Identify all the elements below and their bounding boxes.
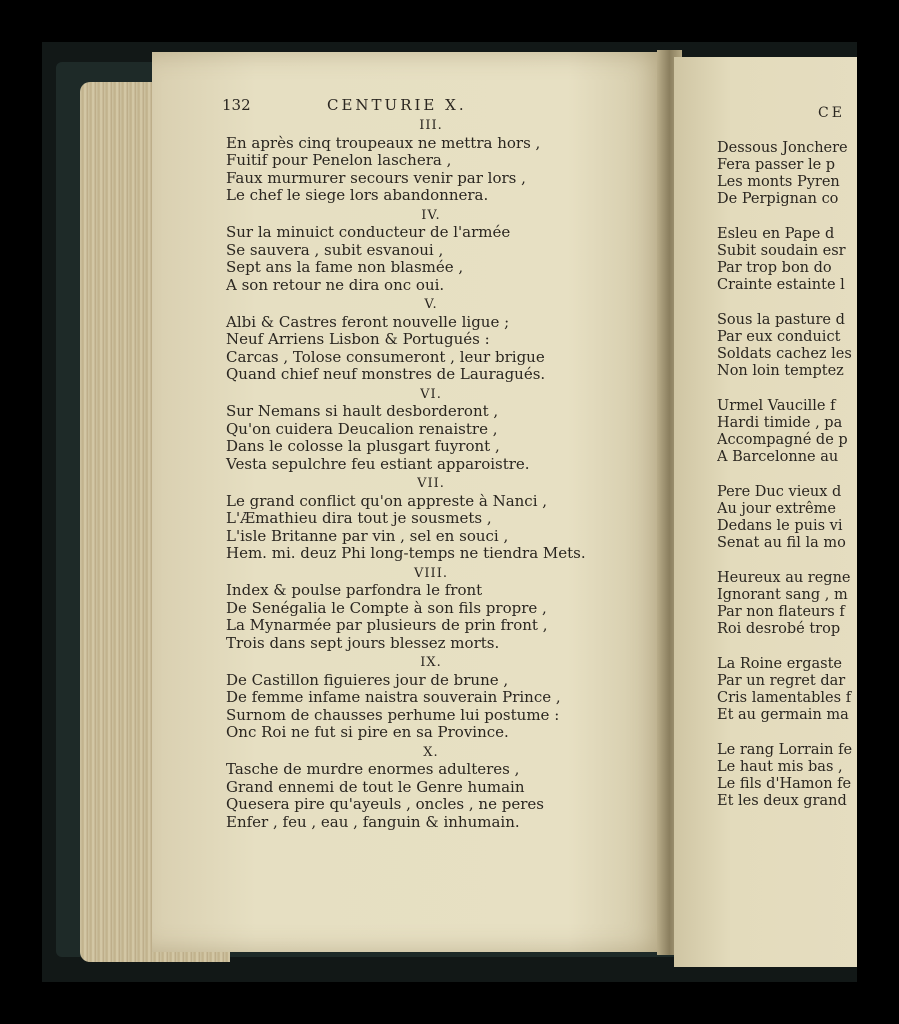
verse-line: Grand ennemi de tout le Genre humain — [226, 777, 525, 796]
verse-line: De Castillon figuieres jour de brune , — [226, 670, 509, 689]
verse-line: Sous la pasture d — [717, 312, 845, 328]
verse-line: Neuf Arriens Lisbon & Portugués : — [226, 330, 490, 348]
verse-line: Les monts Pyren — [717, 174, 840, 190]
verse-line: Quand chief neuf monstres de Lauragués. — [226, 365, 546, 383]
verse-line: La Mynarmée par plusieurs de prin front , — [226, 616, 548, 634]
quatrain-numeral: IV. — [421, 207, 441, 223]
quatrain-numeral: III. — [419, 118, 443, 133]
verse-line: Par trop bon do — [717, 260, 832, 276]
verse-line: Le rang Lorrain fe — [717, 742, 853, 758]
verse-line: Dans le colosse la plusgart fuyront , — [226, 437, 500, 455]
verse-line: Au jour extrême — [717, 501, 836, 517]
verse-line: A Barcelonne au — [717, 449, 839, 465]
verse-line: Senat au fil la mo — [717, 535, 846, 551]
verse-line: Et au germain ma — [717, 707, 849, 723]
verse-line: Roi desrobé trop — [717, 621, 841, 637]
verse-line: De Perpignan co — [717, 191, 839, 207]
right-page-text — [717, 140, 857, 810]
verse-line: Esleu en Pape d — [717, 226, 835, 242]
verse-line: A son retour ne dira onc oui. — [226, 275, 445, 294]
verse-line: Sept ans la fame non blasmée , — [226, 258, 464, 276]
page-number: 132 — [222, 96, 251, 114]
verse-line: Non loin temptez — [717, 363, 844, 379]
verse-line: Se sauvera , subit esvanoui , — [226, 240, 444, 259]
verse-line: Heureux au regne — [717, 570, 851, 586]
verse-line: L'isle Britanne par vin , sel en souci , — [226, 526, 509, 545]
verse-line: Par eux conduict — [717, 329, 841, 345]
verse-line: Index & poulse parfondra le front — [226, 581, 483, 599]
quatrain-numeral: V. — [424, 297, 438, 312]
verse-line: Dessous Jonchere — [717, 140, 848, 156]
verse-line: Tasche de murdre enormes adulteres , — [226, 760, 520, 778]
verse-line: Subit soudain esr — [717, 243, 846, 259]
verse-line: Hem. mi. deuz Phi long-temps ne tiendra Mets. — [226, 544, 586, 562]
verse-line: Ignorant sang , m — [717, 587, 848, 603]
verse-line: Faux murmurer secours venir par lors , — [226, 168, 526, 187]
verse-line: Et les deux grand — [717, 793, 847, 809]
verse-line: Carcas , Tolose consumeront , leur brigue — [226, 347, 545, 366]
verse-line: Albi & Castres feront nouvelle ligue ; — [226, 312, 510, 331]
verse-line: Le haut mis bas , — [717, 759, 843, 775]
left-page-header — [222, 96, 602, 118]
verse-line: Cris lamentables f — [717, 690, 852, 706]
verse-line: Onc Roi ne fut si pire en sa Province. — [226, 723, 509, 741]
verse-line: Par non flateurs f — [717, 604, 845, 620]
quatrain-numeral: VII. — [417, 476, 445, 491]
verse-line: Crainte estainte l — [717, 277, 845, 293]
quatrain-numeral: VIII. — [414, 565, 448, 581]
verse-line: Accompagné de p — [717, 432, 848, 448]
left-page-text — [226, 117, 636, 831]
quatrain-numeral: X. — [423, 744, 439, 760]
verse-line: Trois dans sept jours blessez morts. — [226, 633, 500, 652]
quatrain-numeral: IX. — [420, 655, 442, 670]
verse-line: Le chef le siege lors abandonnera. — [226, 186, 489, 204]
verse-line: Fera passer le p — [717, 157, 836, 173]
verse-line: De femme infame naistra souverain Prince , — [226, 688, 561, 706]
verse-line: Pere Duc vieux d — [717, 484, 842, 500]
verse-line: Urmel Vaucille f — [717, 398, 836, 414]
verse-line: Par un regret dar — [717, 673, 846, 689]
verse-line: Fuitif pour Penelon laschera , — [226, 151, 452, 169]
verse-line: Quesera pire qu'ayeuls , oncles , ne peres — [226, 795, 544, 813]
verse-line: Enfer , feu , eau , fanguin & inhumain. — [226, 812, 520, 831]
quatrain-numeral: VI. — [420, 386, 442, 402]
verse-line: Qu'on cuidera Deucalion renaistre , — [226, 419, 498, 438]
running-title: CENTURIE X. — [327, 96, 467, 114]
verse-line: Le fils d'Hamon fe — [717, 776, 852, 792]
verse-line: Le grand conflict qu'on appreste à Nanci , — [226, 491, 548, 510]
verse-line: De Senégalia le Compte à son fils propre , — [226, 598, 547, 617]
verse-line: Sur la minuict conducteur de l'armée — [226, 223, 511, 241]
verse-line: Dedans le puis vi — [717, 518, 843, 534]
verse-line: Vesta sepulchre feu estiant apparoistre. — [226, 454, 530, 473]
verse-line: Hardi timide , pa — [717, 415, 843, 431]
verse-line: L'Æmathieu dira tout je sousmets , — [226, 509, 492, 527]
verse-line: Soldats cachez les — [717, 346, 852, 362]
verse-line: En après cinq troupeaux ne mettra hors , — [226, 133, 541, 152]
verse-line: La Roine ergaste — [717, 656, 842, 672]
right-running-title: CE — [818, 105, 845, 121]
verse-line: Surnom de chausses perhume lui postume : — [226, 705, 560, 724]
verse-line: Sur Nemans si hault desborderont , — [226, 402, 499, 420]
